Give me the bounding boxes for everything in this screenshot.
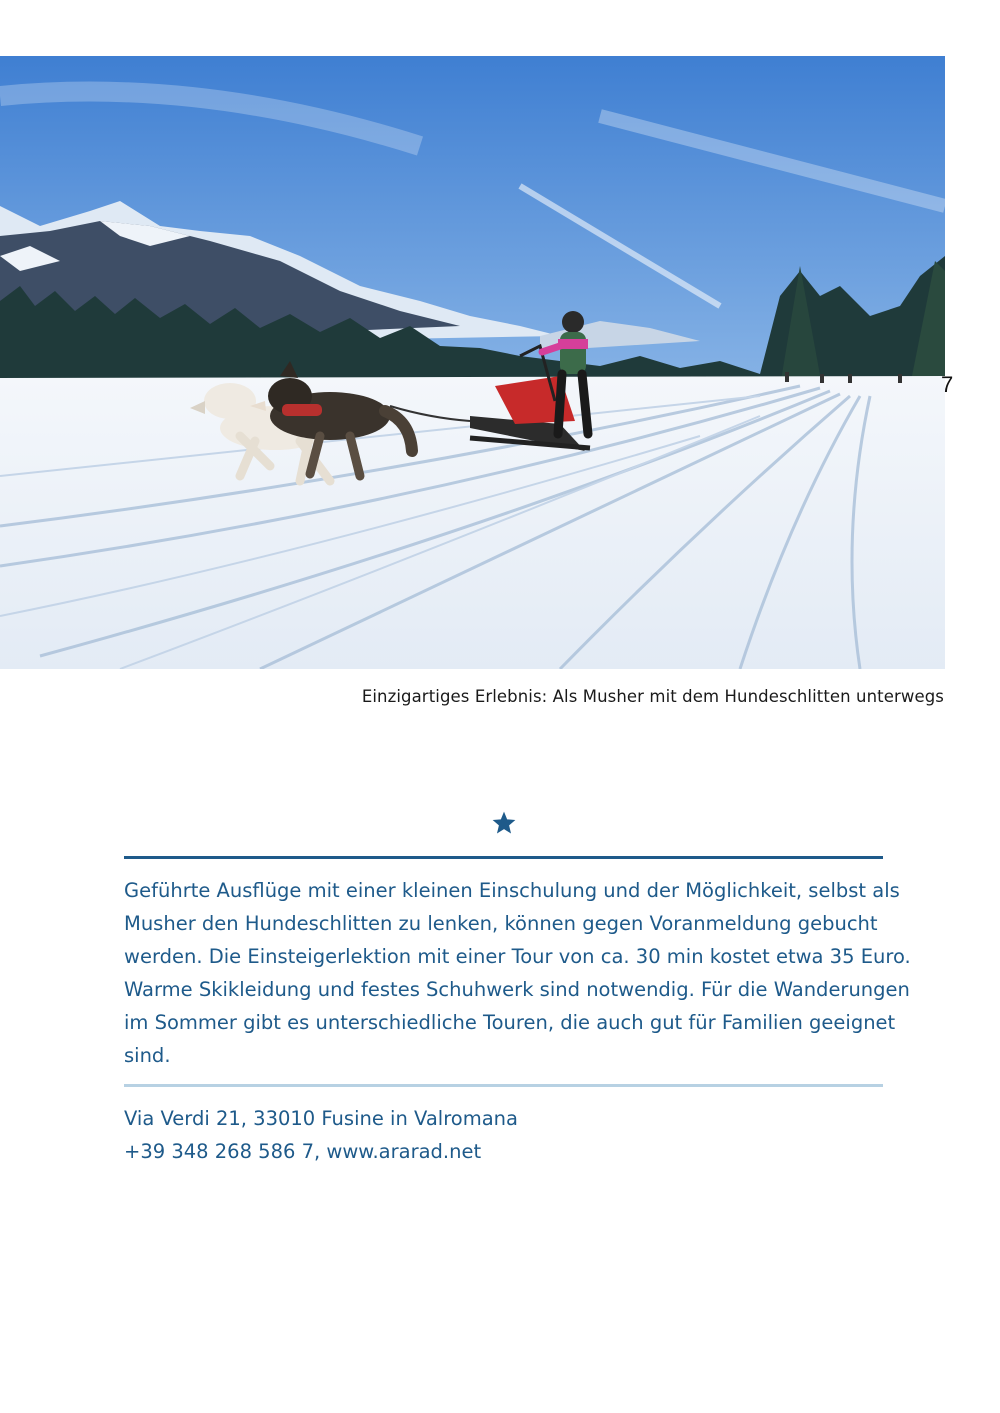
hero-photo: [0, 56, 945, 669]
star-icon: [491, 810, 517, 836]
dog-sled-scene: [0, 56, 945, 669]
contact-phone-web: +39 348 268 586 7, www.ararad.net: [124, 1140, 482, 1163]
page-number: 7: [941, 372, 954, 397]
top-divider: [124, 856, 883, 859]
body-line: sind.: [124, 1044, 171, 1067]
contact-address: Via Verdi 21, 33010 Fusine in Valromana: [124, 1107, 518, 1130]
body-line: im Sommer gibt es unterschiedliche Touren, die auch gut für Familien geeignet: [124, 1011, 896, 1034]
body-line: Warme Skikleidung und festes Schuhwerk sind notwendig. Für die Wanderungen: [124, 978, 910, 1001]
bottom-divider: [124, 1084, 883, 1087]
body-line: Musher den Hundeschlitten zu lenken, können gegen Voranmeldung gebucht: [124, 912, 878, 935]
article-body: [124, 874, 911, 1072]
photo-caption: Einzigartiges Erlebnis: Als Musher mit dem Hundeschlitten unterwegs: [361, 687, 944, 706]
contact-info: [124, 1102, 518, 1168]
body-line: Geführte Ausflüge mit einer kleinen Einschulung und der Möglichkeit, selbst als: [124, 879, 900, 902]
body-line: werden. Die Einsteigerlektion mit einer Tour von ca. 30 min kostet etwa 35 Euro.: [124, 945, 911, 968]
